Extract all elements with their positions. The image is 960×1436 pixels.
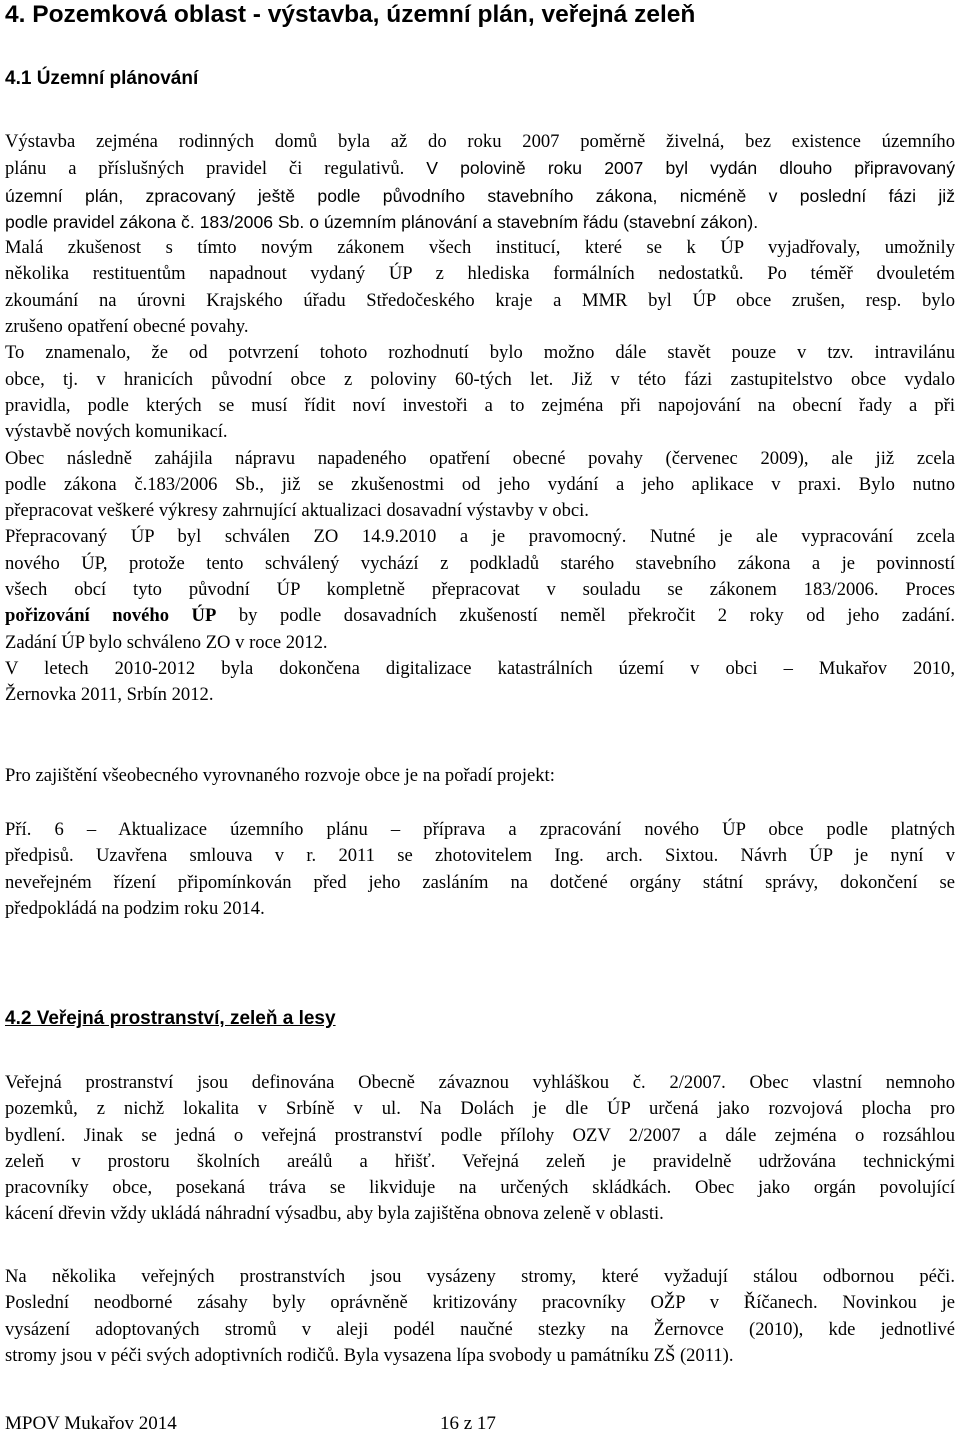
section-heading-4-2: 4.2 Veřejná prostranství, zeleň a lesy bbox=[5, 1008, 336, 1029]
text-line: obce, tj. v hranicích původní obce z poloviny 60-tých let. Již v této fázi zastupitelstvo obce vydalo bbox=[5, 368, 955, 390]
text-line: bydlení. Jinak se jedná o veřejná prostranství podle přílohy OZV 2/2007 a dále zejména o rozsáhlou bbox=[5, 1124, 955, 1146]
text-line: výstavbě nových komunikací. bbox=[5, 421, 228, 443]
footer-page-number: 16 z 17 bbox=[440, 1413, 496, 1434]
section-4-1-paragraph-2 bbox=[5, 763, 955, 789]
text-line: Malá zkušenost s tímto novým zákonem všech institucí, které se k ÚP vyjadřovaly, umožnily bbox=[5, 237, 955, 259]
text-line: neveřejném řízení připomínkován před jeho zasláním na dotčené orgány státní správy, dokončení se bbox=[5, 871, 955, 893]
text-line: zrušeno opatření obecné povahy. bbox=[5, 316, 249, 338]
text-line: podle zákona č.183/2006 Sb., již se zkušenostmi od jeho vydání a jeho aplikace v praxi. Bylo nutno bbox=[5, 473, 955, 495]
section-4-2-paragraph-2 bbox=[5, 1264, 955, 1369]
text-line: přepracovat veškeré výkresy zahrnující aktualizaci dosavadní výstavby v obci. bbox=[5, 500, 589, 522]
text-run: by podle dosavadních zkušeností neměl překročit 2 roky od jeho zadání. bbox=[216, 605, 955, 627]
text-line: Obec následně zahájila nápravu napadeného opatření obecné povahy (červenec 2009), ale již zcela bbox=[5, 447, 955, 469]
text-line: Pří. 6 – Aktualizace územního plánu – příprava a zpracování nového ÚP obce podle platných bbox=[5, 819, 955, 840]
text-line: Pro zajištění všeobecného vyrovnaného rozvoje obce je na pořadí projekt: bbox=[5, 765, 555, 786]
text-line: všech obcí tyto původní ÚP kompletně přepracovat v souladu se zákonem 183/2006. Proces bbox=[5, 579, 955, 601]
text-line: pozemků, z nichž lokalita v Srbíně v ul. Na Dolách je dle ÚP určená jako rozvojová plocha pro bbox=[5, 1098, 955, 1120]
text-line: Veřejná prostranství jsou definována Obecně závaznou vyhláškou č. 2/2007. Obec vlastní nemnoho bbox=[5, 1072, 955, 1093]
text-line: pracovníky obce, posekaná tráva se likviduje na určených skládkách. Obec jako orgán povolující bbox=[5, 1177, 955, 1199]
text-line: Poslední neodborné zásahy byly oprávněně kritizovány pracovníky OŽP v Říčanech. Novinkou je bbox=[5, 1292, 955, 1314]
section-heading-4-1: 4.1 Územní plánování bbox=[5, 68, 199, 89]
chapter-heading: 4. Pozemková oblast - výstavba, územní plán, veřejná zeleň bbox=[5, 1, 696, 28]
text-line: zeleň v prostoru školních areálů a hřišť. Veřejná zeleň je pravidelně udržována technickými bbox=[5, 1150, 955, 1172]
text-line: nového ÚP, protože tento schválený vychází z podkladů starého stavebního zákona a je povinností bbox=[5, 552, 955, 574]
section-4-1-paragraph-1 bbox=[5, 129, 955, 709]
text-line: Žernovka 2011, Srbín 2012. bbox=[5, 684, 214, 706]
text-line: Přepracovaný ÚP byl schválen ZO 14.9.2010 a je pravomocný. Nutné je ale vypracování zcela bbox=[5, 526, 955, 548]
document-page bbox=[5, 0, 955, 1436]
text-line: zkoumání na úrovni Krajského úřadu Středočeského kraje a MMR byl ÚP obce zrušen, resp. bylo bbox=[5, 289, 955, 311]
text-run: plánu a příslušných pravidel či regulativů. bbox=[5, 158, 427, 180]
text-line: stromy jsou v péči svých adoptivních rodičů. Byla vysazena lípa svobody u památníku ZŠ (2011). bbox=[5, 1344, 734, 1366]
text-line: To znamenalo, že od potvrzení tohoto rozhodnutí bylo možno dále stavět pouze v tzv. intravilánu bbox=[5, 342, 955, 364]
text-line: pravidla, podle kterých se musí řídit noví investoři a to zejména při napojování na obecní řady a při bbox=[5, 394, 955, 416]
text-line: V letech 2010-2012 byla dokončena digitalizace katastrálních území v obci – Mukařov 2010, bbox=[5, 657, 955, 679]
text-line: předpisů. Uzavřena smlouva v r. 2011 se zhotovitelem Ing. arch. Sixtou. Návrh ÚP je nyní v bbox=[5, 845, 955, 867]
text-line: územní plán, zpracovaný ještě podle původního stavebního zákona, nicméně v poslední fázi již bbox=[5, 185, 955, 206]
text-line: kácení dřevin vždy ukládá náhradní výsadbu, aby byla zajištěna obnova zeleně v oblasti. bbox=[5, 1203, 664, 1225]
page-footer bbox=[5, 1412, 496, 1436]
footer-document-name: MPOV Mukařov 2014 bbox=[5, 1413, 177, 1434]
text-run: V polovině roku 2007 byl vydán dlouho připravovaný bbox=[426, 158, 955, 179]
text-line: Zadání ÚP bylo schváleno ZO v roce 2012. bbox=[5, 631, 328, 653]
text-line: Na několika veřejných prostranstvích jsou vysázeny stromy, které vyžadují stálou odbornou péči. bbox=[5, 1266, 955, 1287]
text-line: vysázení adoptovaných stromů v aleji podél naučné stezky na Žernovce (2010), kde jednotlivé bbox=[5, 1318, 955, 1340]
section-4-2-paragraph-1 bbox=[5, 1070, 955, 1228]
text-line: podle pravidel zákona č. 183/2006 Sb. o územním plánování a stavebním řádu (stavební zákon). bbox=[5, 211, 759, 232]
section-4-1-paragraph-3 bbox=[5, 817, 955, 922]
text-line: několika restituentům napadnout vydaný ÚP z hlediska formálních nedostatků. Po téměř dvouletém bbox=[5, 263, 955, 285]
text-line bbox=[5, 155, 955, 182]
text-line bbox=[5, 603, 955, 629]
text-line: Výstavba zejména rodinných domů byla až do roku 2007 poměrně živelná, bez existence územního bbox=[5, 131, 955, 152]
bold-phrase: pořizování nového ÚP bbox=[5, 605, 217, 627]
text-line: předpokládá na podzim roku 2014. bbox=[5, 897, 265, 919]
